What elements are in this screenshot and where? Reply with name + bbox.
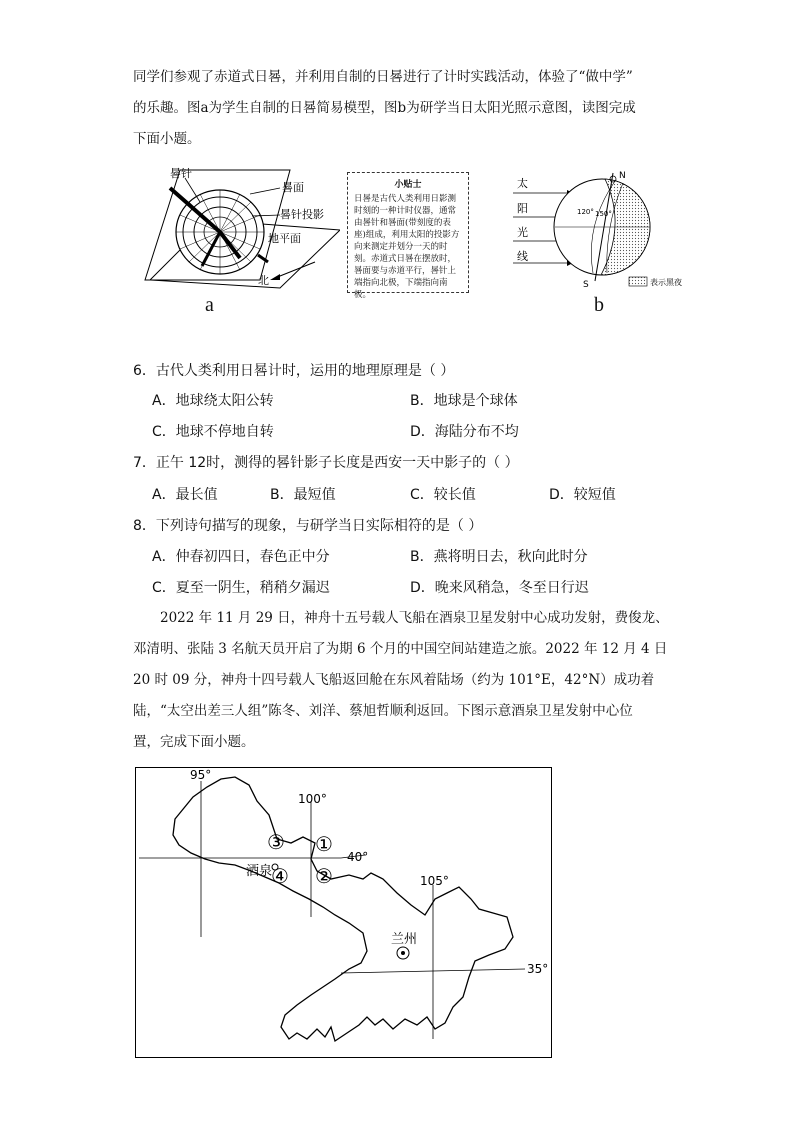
label-lon95: 95° [190, 768, 212, 782]
map-mark-3: ③ [267, 830, 285, 854]
sun-char-1: 太 [517, 177, 528, 190]
label-shadow: 晷针投影 [280, 208, 324, 221]
intro2-line-1: 2022 年 11 月 29 日，神舟十五号载人飞船在酒泉卫星发射中心成功发射，费俊龙、 [160, 610, 669, 626]
label-150: 150° [595, 210, 612, 218]
q6-option-b[interactable]: B．地球是个球体 [410, 393, 518, 409]
tip-title: 小贴士 [394, 180, 422, 190]
tip-body: 日晷是古代人类利用日影测时刻的一种计时仪器，通常由晷针和晷面(带刻度的表座)组成，利用太阳的投影方向来测定并划分一天的时刻。赤道式日晷在摆放时，晷面要与赤道平行，晷针上端指向北极，下端指向南极。 [354, 194, 460, 300]
tip-box [347, 172, 469, 300]
q8-option-d[interactable]: D．晚来风稍急，冬至日行迟 [410, 580, 589, 596]
q7-option-a[interactable]: A．最长值 [152, 487, 218, 503]
q8-option-c[interactable]: C．夏至一阴生，稍稍夕漏迟 [152, 580, 330, 596]
figure-b-illumination [505, 165, 705, 290]
map-mark-2: ② [315, 864, 333, 888]
map-mark-4: ④ [271, 864, 289, 888]
q7-option-b[interactable]: B．最短值 [270, 487, 336, 503]
label-lon100: 100° [298, 792, 327, 806]
q6-option-a[interactable]: A．地球绕太阳公转 [152, 393, 274, 409]
figure-a-caption: a [205, 294, 214, 316]
q8-stem: 8．下列诗句描写的现象，与研学当日实际相符的是（ ） [133, 518, 483, 534]
label-north: 北 [258, 274, 269, 287]
q6-option-c[interactable]: C．地球不停地自转 [152, 424, 274, 440]
q7-stem: 7．正午 12时，测得的晷针影子长度是西安一天中影子的（ ） [133, 455, 519, 471]
label-lanzhou: 兰州 [391, 932, 418, 947]
intro2-line-2: 邓清明、张陆 3 名航天员开启了为期 6 个月的中国空间站建造之旅。2022 年 12 月 4 日 [133, 641, 668, 657]
label-n: N [619, 171, 626, 181]
intro-paragraph [133, 62, 663, 155]
label-lon105: 105° [420, 874, 449, 888]
q8-option-a[interactable]: A．仲春初四日，春色正中分 [152, 549, 330, 565]
q7-option-c[interactable]: C．较长值 [410, 487, 476, 503]
figure-b-caption: b [594, 294, 604, 316]
legend-night-label: 表示黑夜 [650, 278, 682, 287]
label-120: 120° [577, 208, 594, 216]
q6-stem: 6．古代人类利用日晷计时，运用的地理原理是（ ） [133, 363, 455, 379]
intro-line-1: 同学们参观了赤道式日晷，并利用自制的日晷进行了计时实践活动，体验了“做中学” [133, 69, 633, 85]
label-dial: 晷面 [282, 181, 304, 194]
intro2-line-4: 陆，“太空出差三人组”陈冬、刘洋、蔡旭哲顺利返回。下图示意酒泉卫星发射中心位 [133, 703, 633, 719]
intro-line-2: 的乐趣。图a为学生自制的日晷简易模型，图b为研学当日太阳光照示意图，读图完成 [133, 100, 636, 116]
q8-option-b[interactable]: B．燕将明日去，秋向此时分 [410, 549, 588, 565]
sun-char-3: 光 [517, 226, 528, 239]
intro2-line-5: 置，完成下面小题。 [133, 734, 255, 750]
intro2-paragraph [133, 603, 669, 758]
q7-option-d[interactable]: D．较短值 [549, 487, 616, 503]
legend-night-swatch [629, 277, 647, 286]
label-lat40: 40° [347, 850, 369, 864]
sun-char-4: 线 [517, 250, 528, 263]
gansu-map [135, 767, 553, 1059]
intro2-line-3: 20 时 09 分，神舟十四号载人飞船返回舱在东风着陆场（约为 101°E，42°N）成功着 [133, 672, 655, 688]
map-mark-1: ① [315, 832, 333, 856]
label-jiuquan: 酒泉 [246, 864, 273, 879]
label-lat35: 35° [527, 962, 549, 976]
sun-char-2: 阳 [517, 202, 528, 215]
label-ground: 地平面 [268, 232, 301, 245]
label-gnomon: 晷针 [170, 167, 192, 180]
label-s: S [583, 280, 589, 290]
intro-line-3: 下面小题。 [133, 131, 201, 147]
q6-option-d[interactable]: D．海陆分布不均 [410, 424, 519, 440]
figure-a-sundial [140, 160, 340, 290]
